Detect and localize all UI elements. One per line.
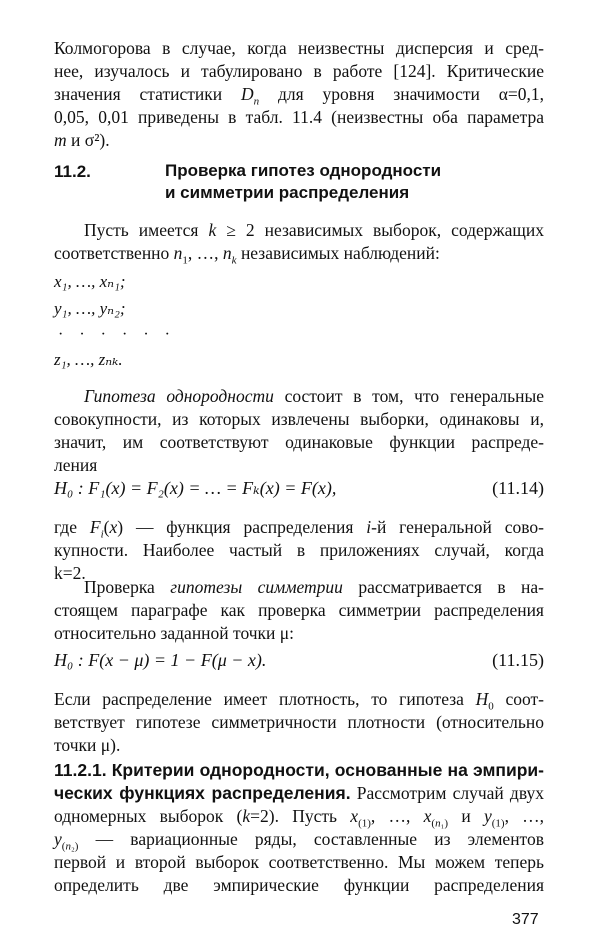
paragraph-homogeneity [54, 385, 544, 477]
equation-11-15 [54, 650, 544, 674]
text-line: значит, им соответствуют одинаковые функции распреде- [54, 432, 544, 452]
text-line: значения статистики $D_n$ для уровня значимости α=0,1, [54, 84, 545, 108]
sample-x: x₁, …, xₙ₁; [54, 272, 126, 291]
subsection-heading: 11.2.1. Критерии однородности, основанные на эмпири- [54, 760, 544, 780]
equation-formula: H₀ : F₁(x) = F₂(x) = … = Fₖ(x) = F(x), [54, 478, 337, 498]
text-line: $y_{(n_2)}$ — вариационные ряды, составленные из элементов [54, 829, 544, 853]
text-line: ветствует гипотезе симметричности плотности (относительно [54, 712, 544, 732]
text-line: точки μ). [54, 735, 121, 755]
intro-paragraph [54, 37, 544, 152]
text-line: Если распределение имеет плотность, то гипотеза $H_0$ соот- [54, 689, 545, 713]
text-line: стоящем параграфе как проверка симметрии распределения [54, 600, 544, 620]
text-line: нее, изучалось и табулировано в работе [124]. Критические [54, 61, 544, 81]
page-number: 377 [512, 911, 539, 928]
equation-number: (11.14) [492, 478, 544, 498]
text-line: где $F_i(x)$ — функция распределения i-й генеральной сово- [54, 517, 545, 541]
sample-y: y₁, …, yₙ₂; [54, 299, 126, 318]
text-line: Колмогорова в случае, когда неизвестны дисперсия и сред- [54, 38, 544, 58]
text-line: ления [54, 455, 98, 475]
text-line: ческих функциях распределения. Рассмотрим случай двух [54, 783, 544, 803]
section-title: Проверка гипотез однородности и симметрии распределения [165, 161, 442, 202]
text-line: купности. Наиболее частый в приложениях случай, когда [54, 540, 544, 560]
text-line: относительно заданной точки μ: [54, 623, 295, 643]
text-line: совокупности, из которых извлечены выборки, одинаковы и, [54, 409, 544, 429]
text-line: одномерных выборок (k=2). Пусть $x_{(1)}$, …, $x_{(n_1)}$ и $y_{(1)}$, …, [54, 806, 545, 830]
paragraph-definition [54, 516, 544, 585]
text-line: первой и второй выборок соответственно. Мы можем теперь [54, 852, 544, 872]
text-line: 0,05, 0,01 приведены в табл. 11.4 (неизвестны оба параметра [54, 107, 544, 127]
equation-11-14 [54, 478, 544, 502]
sample-z: z₁, …, zₙₖ. [54, 350, 123, 369]
section-number: 11.2. [54, 162, 91, 181]
text-line: определить две эмпирические функции распределения [54, 875, 544, 895]
text-line: Проверка гипотезы симметрии рассматривается в на- [84, 577, 544, 597]
text-line: m и σ²). [54, 130, 110, 150]
paragraph-symmetry [54, 576, 544, 645]
text-line: k=2. [54, 563, 86, 583]
text-line: Гипотеза однородности состоит в том, что генеральные [84, 386, 544, 406]
paragraph-samples-intro [54, 219, 544, 265]
sample-ellipsis: · · · · · · [58, 326, 176, 343]
subsection-11-2-1 [54, 759, 544, 897]
equation-formula: H₀ : F(x − μ) = 1 − F(μ − x). [54, 650, 267, 670]
equation-number: (11.15) [492, 650, 544, 670]
text-line: соответственно $n_1$, …, $n_k$ независимых наблюдений: [54, 243, 440, 267]
paragraph-density [54, 688, 544, 757]
text-line: Пусть имеется k ≥ 2 независимых выборок, содержащих [84, 220, 544, 240]
